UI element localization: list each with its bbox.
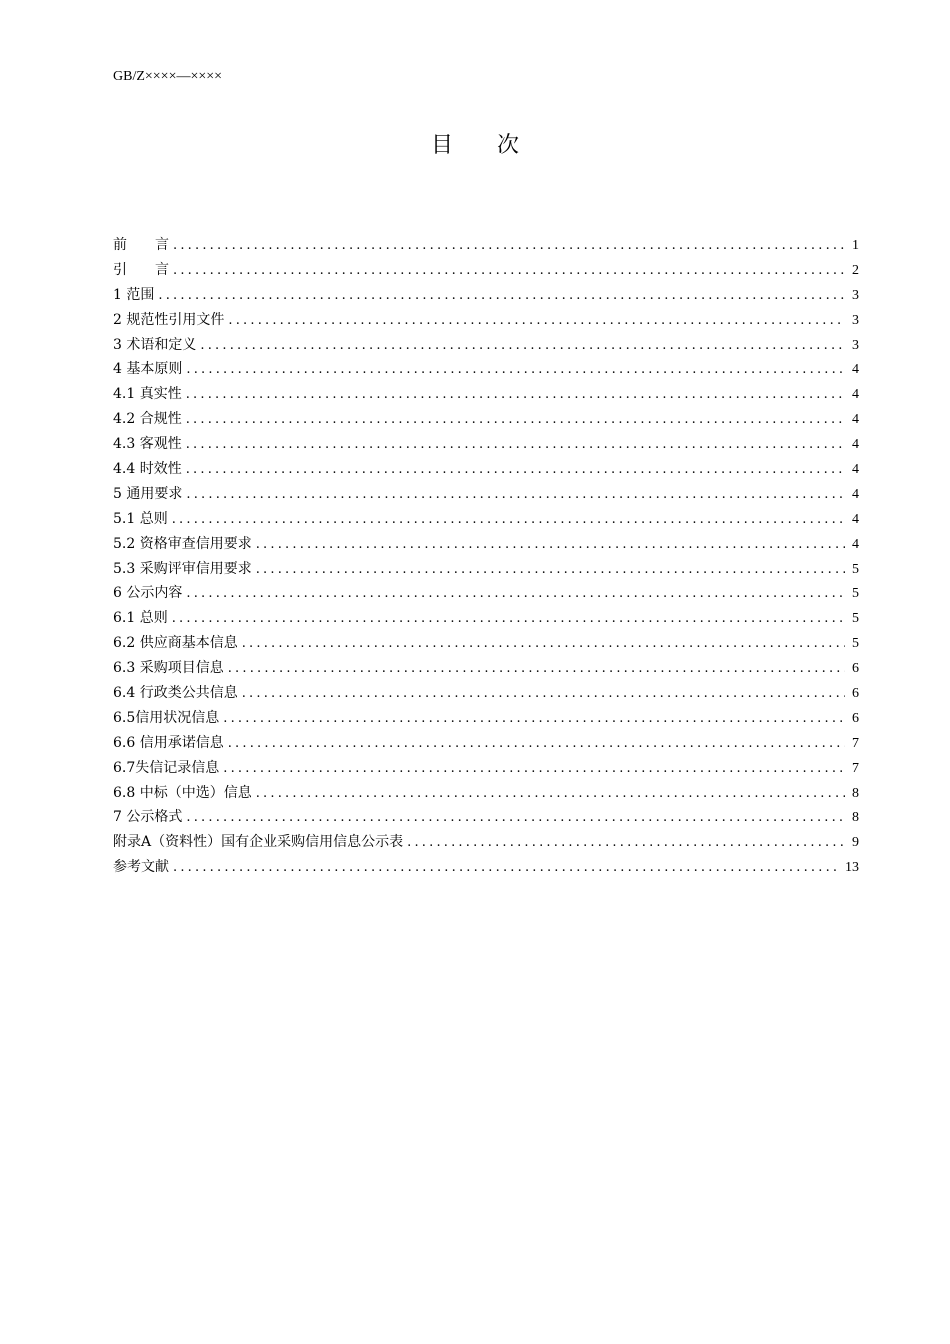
toc-entry-6-6[interactable] — [113, 731, 859, 756]
toc-leader-dots — [200, 334, 845, 359]
document-code: GB/Z××××—×××× — [113, 69, 223, 84]
toc-leader-dots — [173, 234, 845, 259]
toc-entry-6-7[interactable] — [113, 756, 859, 781]
toc-leader-dots — [186, 483, 845, 508]
toc-entry-label: 6.7失信记录信息 — [113, 759, 220, 776]
toc-entry-page: 5 — [852, 586, 859, 602]
toc-leader-dots — [256, 782, 845, 807]
toc-leader-dots — [186, 806, 845, 831]
toc-entry-page: 3 — [852, 287, 859, 303]
toc-entry-page: 6 — [852, 661, 859, 677]
toc-entry-5-2[interactable] — [113, 532, 859, 557]
toc-entry-page: 7 — [852, 760, 859, 776]
toc-entry-4[interactable] — [113, 357, 859, 382]
toc-leader-dots — [158, 284, 845, 309]
toc-entry-label: 6 公示内容 — [113, 585, 183, 602]
toc-entry-page: 4 — [852, 362, 859, 378]
toc-leader-dots — [172, 607, 845, 632]
toc-leader-dots — [186, 458, 845, 483]
toc-entry-page: 2 — [852, 262, 859, 278]
toc-entry-page: 8 — [852, 785, 859, 801]
toc-leader-dots — [256, 533, 845, 558]
toc-entry-6-8[interactable] — [113, 781, 859, 806]
toc-entry-6-5[interactable] — [113, 706, 859, 731]
toc-entry-appendix-a[interactable] — [113, 830, 859, 855]
toc-leader-dots — [172, 508, 845, 533]
toc-entry-label: 6.5信用状况信息 — [113, 709, 220, 726]
toc-entry-page: 4 — [852, 387, 859, 403]
toc-leader-dots — [228, 309, 845, 334]
toc-entry-label: 附录A（资料性）国有企业采购信用信息公示表 — [113, 834, 404, 851]
toc-entry-4-3[interactable] — [113, 432, 859, 457]
toc-entry-page: 9 — [852, 835, 859, 851]
toc-entry-page: 4 — [852, 412, 859, 428]
toc-entry-page: 6 — [852, 710, 859, 726]
toc-entry-page: 7 — [852, 735, 859, 751]
toc-entry-label: 7 公示格式 — [113, 809, 183, 826]
toc-entry-5-1[interactable] — [113, 507, 859, 532]
toc-entry-label: 4.2 合规性 — [113, 411, 182, 428]
toc-entry-page: 4 — [852, 486, 859, 502]
toc-entry-2[interactable] — [113, 308, 859, 333]
toc-leader-dots — [256, 558, 845, 583]
toc-entry-page: 5 — [852, 636, 859, 652]
toc-entry-label: 6.2 供应商基本信息 — [113, 635, 238, 652]
toc-entry-6-3[interactable] — [113, 656, 859, 681]
toc-entry-5-3[interactable] — [113, 557, 859, 582]
toc-entry-label: 5.2 资格审查信用要求 — [113, 535, 252, 552]
toc-entry-label: 2 规范性引用文件 — [113, 311, 225, 328]
toc-entry-label: 3 术语和定义 — [113, 336, 197, 353]
toc-leader-dots — [242, 632, 845, 657]
toc-entry-4-4[interactable] — [113, 457, 859, 482]
page-title: 目次 — [430, 133, 563, 158]
toc-leader-dots — [186, 408, 845, 433]
toc-leader-dots — [186, 383, 845, 408]
toc-leader-dots — [407, 831, 845, 856]
toc-entry-page: 8 — [852, 810, 859, 826]
toc-entry-label: 6.8 中标（中选）信息 — [113, 784, 252, 801]
toc-entry-page: 4 — [852, 536, 859, 552]
table-of-contents — [113, 233, 859, 880]
toc-entry-introduction[interactable] — [113, 258, 859, 283]
toc-entry-page: 4 — [852, 462, 859, 478]
toc-entry-6-2[interactable] — [113, 631, 859, 656]
toc-entry-label: 4 基本原则 — [113, 361, 183, 378]
toc-entry-page: 3 — [852, 312, 859, 328]
toc-entry-label: 5.3 采购评审信用要求 — [113, 560, 252, 577]
toc-leader-dots — [186, 582, 845, 607]
toc-entry-6-4[interactable] — [113, 681, 859, 706]
toc-entry-label: 6.4 行政类公共信息 — [113, 685, 238, 702]
toc-entry-bibliography[interactable] — [113, 855, 859, 880]
toc-entry-label: 6.6 信用承诺信息 — [113, 734, 224, 751]
toc-leader-dots — [228, 732, 845, 757]
toc-leader-dots — [223, 707, 845, 732]
toc-entry-label: 引 言 — [113, 261, 169, 278]
toc-entry-page: 13 — [845, 860, 859, 876]
toc-entry-4-2[interactable] — [113, 407, 859, 432]
toc-leader-dots — [173, 259, 845, 284]
toc-leader-dots — [173, 856, 841, 881]
toc-leader-dots — [242, 682, 845, 707]
toc-entry-label: 6.3 采购项目信息 — [113, 660, 224, 677]
toc-entry-label: 前 言 — [113, 237, 169, 253]
toc-entry-page: 4 — [852, 437, 859, 453]
toc-entry-6[interactable] — [113, 581, 859, 606]
toc-entry-label: 4.3 客观性 — [113, 436, 182, 453]
toc-entry-label: 6.1 总则 — [113, 610, 168, 627]
toc-entry-1[interactable] — [113, 283, 859, 308]
toc-entry-foreword[interactable] — [113, 233, 859, 258]
toc-entry-5[interactable] — [113, 482, 859, 507]
toc-leader-dots — [223, 757, 845, 782]
toc-entry-page: 5 — [852, 611, 859, 627]
toc-entry-label: 5.1 总则 — [113, 510, 168, 527]
toc-entry-label: 5 通用要求 — [113, 485, 183, 502]
toc-entry-6-1[interactable] — [113, 606, 859, 631]
toc-leader-dots — [186, 358, 845, 383]
toc-entry-label: 参考文献 — [113, 859, 169, 876]
toc-entry-7[interactable] — [113, 805, 859, 830]
toc-entry-label: 4.1 真实性 — [113, 386, 182, 403]
toc-entry-page: 3 — [852, 337, 859, 353]
toc-entry-label: 1 范围 — [113, 286, 155, 303]
toc-entry-page: 5 — [852, 561, 859, 577]
toc-entry-3[interactable] — [113, 333, 859, 358]
toc-entry-page: 4 — [852, 511, 859, 527]
toc-leader-dots — [186, 433, 845, 458]
toc-leader-dots — [228, 657, 845, 682]
toc-entry-page: 6 — [852, 686, 859, 702]
toc-entry-label: 4.4 时效性 — [113, 461, 182, 478]
toc-entry-page: 1 — [852, 238, 859, 253]
toc-entry-4-1[interactable] — [113, 382, 859, 407]
